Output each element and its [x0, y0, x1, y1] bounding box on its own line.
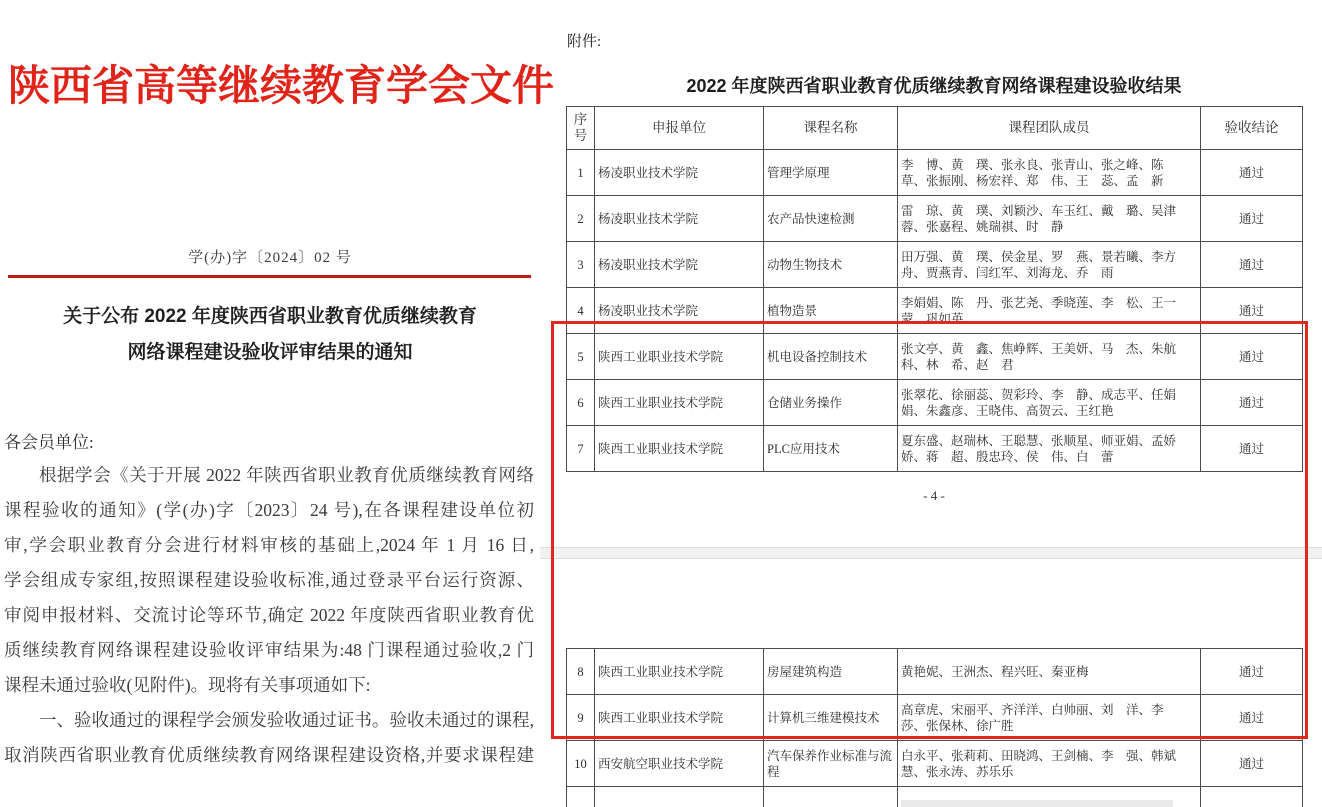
cell-result: 通过: [1201, 741, 1303, 787]
cell-unit: 杨凌职业技术学院: [595, 288, 764, 334]
table-row: [567, 150, 1303, 196]
cell-result: 通过: [1201, 242, 1303, 288]
cell-unit: [595, 787, 764, 807]
attachment-label: 附件:: [567, 34, 602, 50]
table-row: [567, 426, 1303, 472]
cell-unit: 西安航空职业技术学院: [595, 741, 764, 787]
table-row: [567, 695, 1303, 741]
cell-course: 农产品快速检测: [764, 196, 898, 242]
body-line: 审阅申报材料、交流讨论等环节,确定 2022 年度陕西省职业教育优: [4, 605, 534, 625]
cell-result: 通过: [1201, 695, 1303, 741]
cell-course: PLC应用技术: [764, 426, 898, 472]
cell-members: 李 博、黄 璞、张永良、张青山、张之峰、陈 草、张振刚、杨宏祥、郑 伟、王 蕊、孟 新: [898, 150, 1201, 196]
cell-members: 李娟娟、陈 丹、张艺尧、季晓莲、李 松、王一蒙、巩如英: [898, 288, 1201, 334]
body-line: 学会组成专家组,按照课程建设验收标准,通过登录平台运行资源、: [4, 570, 534, 590]
cell-members: 张翠花、徐丽蕊、贺彩玲、李 静、成志平、任娟娟、朱鑫彦、王晓伟、高贺云、王红艳: [898, 380, 1201, 426]
cell-unit: 陕西工业职业技术学院: [595, 426, 764, 472]
page-break-separator: [540, 547, 1322, 559]
body-line: 一、验收通过的课程学会颁发验收通过证书。验收未通过的课程,: [39, 710, 534, 730]
notice-page: [0, 0, 555, 807]
table-row: [567, 242, 1303, 288]
cell-no: 10: [567, 741, 595, 787]
cell-no: 8: [567, 649, 595, 695]
table-row: [567, 380, 1303, 426]
cell-unit: 杨凌职业技术学院: [595, 150, 764, 196]
table-header-row: [567, 107, 1303, 150]
cell-result: 通过: [1201, 649, 1303, 695]
cell-no: 2: [567, 196, 595, 242]
cell-course: 动物生物技术: [764, 242, 898, 288]
cell-no: 5: [567, 334, 595, 380]
faint-text-smudge: [901, 800, 1173, 807]
cell-no: 7: [567, 426, 595, 472]
cell-result: 通过: [1201, 334, 1303, 380]
table-row: [567, 649, 1303, 695]
results-table-page4: [566, 106, 1303, 472]
cell-members: 张文亭、黄 鑫、焦峥辉、王美妍、马 杰、朱航科、林 希、赵 君: [898, 334, 1201, 380]
cell-members: 田万强、黄 璞、侯金星、罗 燕、景若曦、李方舟、贾燕青、闫红军、刘海龙、乔 雨: [898, 242, 1201, 288]
cell-course: [764, 787, 898, 807]
table-row: [567, 288, 1303, 334]
partial-clipped-row: [567, 787, 1303, 807]
body-line: 取消陕西省职业教育优质继续教育网络课程建设资格,并要求课程建: [4, 745, 534, 765]
body-paragraphs: [4, 458, 534, 773]
cell-course: 计算机三维建模技术: [764, 695, 898, 741]
cell-members: 黄艳妮、王洲杰、程兴旺、秦亚梅: [898, 649, 1201, 695]
cell-no: 4: [567, 288, 595, 334]
body-line: 质继续教育网络课程建设验收评审结果为:48 门课程通过验收,2 门: [4, 640, 534, 660]
cell-no: 1: [567, 150, 595, 196]
cell-result: 通过: [1201, 426, 1303, 472]
table-body-page5: [567, 649, 1303, 807]
body-line: 审,学会职业教育分会进行材料审核的基础上,2024 年 1 月 16 日,: [4, 535, 534, 555]
cell-course: 汽车保养作业标准与流程: [764, 741, 898, 787]
results-table-title: 2022 年度陕西省职业教育优质继续教育网络课程建设验收结果: [686, 76, 1182, 96]
cell-members: [898, 787, 1201, 807]
cell-course: 植物造景: [764, 288, 898, 334]
notice-title-line1: 关于公布 2022 年度陕西省职业教育优质继续教育: [63, 306, 477, 327]
cell-no: 9: [567, 695, 595, 741]
cell-result: 通过: [1201, 288, 1303, 334]
attachment-page: [540, 0, 1322, 807]
cell-result: [1201, 787, 1303, 807]
cell-members: 高章虎、宋丽平、齐洋洋、白帅丽、刘 洋、李 莎、张保林、徐广胜: [898, 695, 1201, 741]
cell-course: 房屋建筑构造: [764, 649, 898, 695]
table-row: [567, 741, 1303, 787]
cell-course: 管理学原理: [764, 150, 898, 196]
cell-result: 通过: [1201, 196, 1303, 242]
col-header-members: 课程团队成员: [898, 107, 1201, 150]
col-header-result: 验收结论: [1201, 107, 1303, 150]
cell-result: 通过: [1201, 150, 1303, 196]
red-divider-rule: [8, 275, 531, 278]
cell-no: 6: [567, 380, 595, 426]
cell-members: 白永平、张莉莉、田晓鸿、王剑楠、李 强、韩斌慧、张永涛、苏乐乐: [898, 741, 1201, 787]
cell-members: 夏东盛、赵瑞林、王聪慧、张顺星、师亚娟、孟娇娇、蒋 超、殷忠玲、侯 伟、白 蕾: [898, 426, 1201, 472]
cell-course: 机电设备控制技术: [764, 334, 898, 380]
cell-no: [567, 787, 595, 807]
cell-course: 仓储业务操作: [764, 380, 898, 426]
cell-unit: 陕西工业职业技术学院: [595, 649, 764, 695]
page-number: - 4 -: [923, 488, 945, 503]
col-header-no: 序号: [567, 107, 595, 150]
body-line: 课程未通过验收(见附件)。现将有关事项通如下:: [4, 675, 371, 695]
masthead-title: 陕西省高等继续教育学会文件: [8, 64, 555, 110]
document-number: 学(办)字〔2024〕02 号: [188, 250, 352, 266]
col-header-course: 课程名称: [764, 107, 898, 150]
cell-unit: 杨凌职业技术学院: [595, 196, 764, 242]
results-table-page5: [566, 648, 1303, 807]
cell-result: 通过: [1201, 380, 1303, 426]
cell-no: 3: [567, 242, 595, 288]
table-body-page4: [567, 150, 1303, 472]
notice-title-line2: 网络课程建设验收评审结果的通知: [127, 342, 413, 363]
table-row: [567, 196, 1303, 242]
cell-members: 雷 琼、黄 璞、刘颖沙、车玉红、戴 璐、吴津蓉、张嘉程、姚瑞祺、时 静: [898, 196, 1201, 242]
cell-unit: 杨凌职业技术学院: [595, 242, 764, 288]
cell-unit: 陕西工业职业技术学院: [595, 695, 764, 741]
salutation: 各会员单位:: [4, 433, 94, 452]
cell-unit: 陕西工业职业技术学院: [595, 380, 764, 426]
cell-unit: 陕西工业职业技术学院: [595, 334, 764, 380]
col-header-unit: 申报单位: [595, 107, 764, 150]
body-line: 课程验收的通知》(学(办)字〔2023〕24 号),在各课程建设单位初: [4, 500, 534, 520]
body-line: 根据学会《关于开展 2022 年陕西省职业教育优质继续教育网络: [39, 465, 534, 485]
table-row: [567, 334, 1303, 380]
